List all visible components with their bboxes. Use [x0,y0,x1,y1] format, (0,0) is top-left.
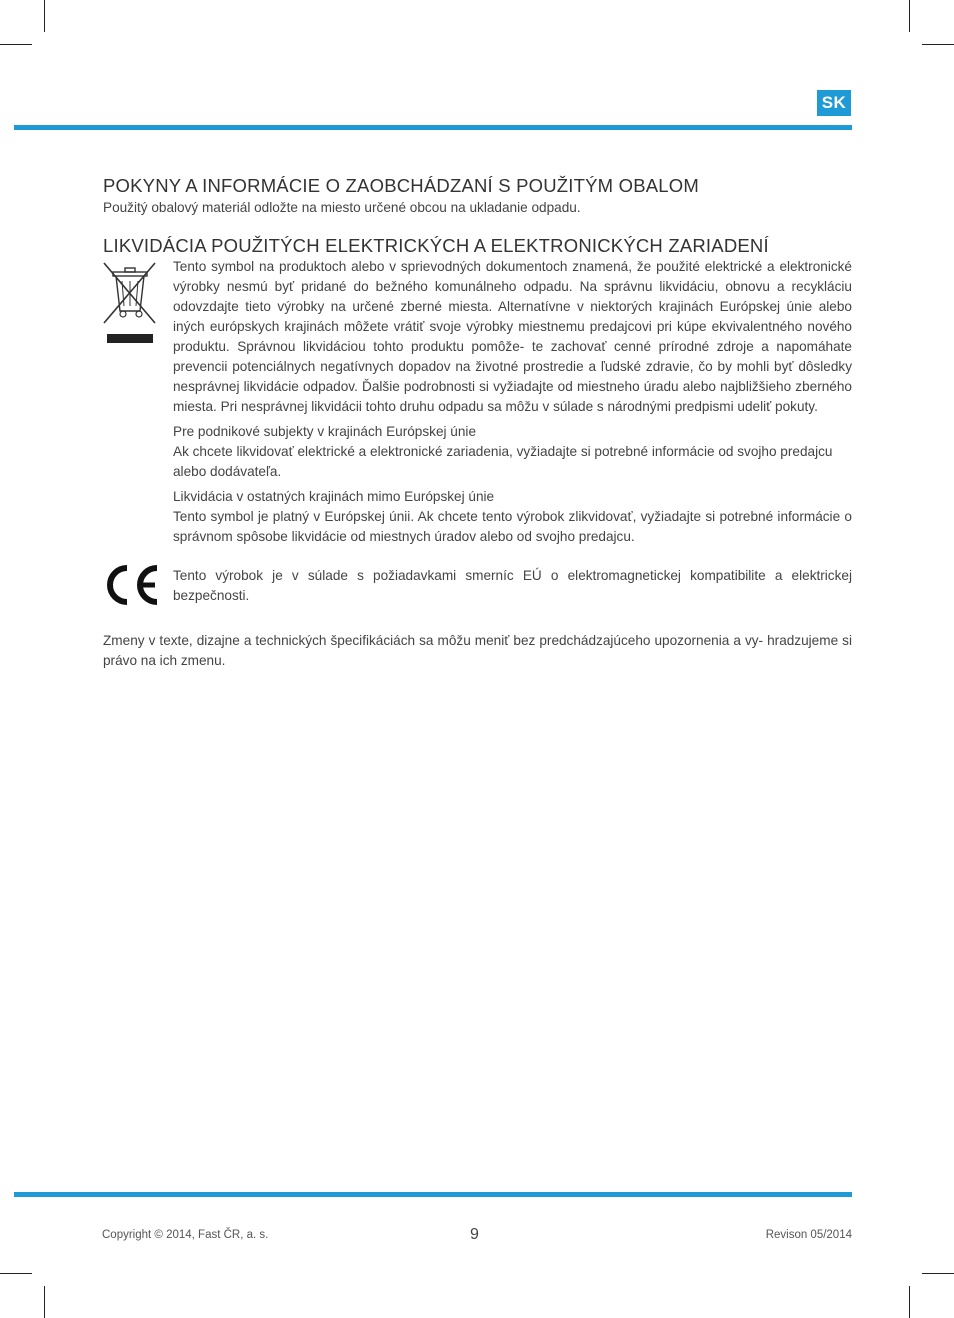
header-rule [14,125,852,130]
language-badge: SK [817,90,851,116]
disclaimer-text: Zmeny v texte, dizajne a technických špecifikáciách sa môžu meniť bez predchádzajúceho upozornenia a vy- hradzujeme si právo na ich zmenu. [103,633,852,668]
weee-text-column [173,257,852,547]
ce-row [103,562,852,613]
packaging-text: Použitý obalový materiál odložte na miesto určené obcou na ukladanie odpadu. [103,200,581,215]
weee-section [103,235,852,547]
footer-rule [14,1192,852,1197]
packaging-title: POKYNY A INFORMÁCIE O ZAOBCHÁDZANÍ S POUŽITÝM OBALOM [103,175,699,196]
copyright-text: Copyright © 2014, Fast ČR, a. s. [102,1229,269,1241]
crop-mark [0,44,32,45]
revision-text: Revison 05/2014 [765,1229,852,1241]
outside-eu-heading: Likvidácia v ostatných krajinách mimo Európskej únie [173,489,495,504]
page-number: 9 [470,1226,479,1243]
crop-mark [922,1273,954,1274]
ce-text: Tento výrobok je v súlade s požiadavkami smerníc EÚ o elektromagnetickej kompatibilite a elektrickej bezpečnosti. [173,568,852,603]
weee-row [103,257,852,547]
outside-eu-text: Tento symbol je platný v Európskej únii. Ak chcete tento výrobok zlikvidovať, vyžiadajte si potrebné informácie o správnom spôsobe likvidácie od miestnych úradov alebo od svojho predajcu. [173,509,852,544]
crop-mark [44,0,45,32]
weee-bin-icon [103,261,173,347]
crop-mark [909,1286,910,1318]
business-heading: Pre podnikové subjekty v krajinách Európskej únie [173,424,477,439]
ce-text-column [173,562,852,606]
business-text: Ak chcete likvidovať elektrické a elektronické zariadenia, vyžiadajte si potrebné informácie od svojho predajcu alebo dodávateľa. [173,444,833,479]
crop-mark [0,1273,32,1274]
crop-mark [909,0,910,32]
weee-paragraph: Tento symbol na produktoch alebo v sprievodných dokumentoch znamená, že použité elektrické a elektronické výrobky nesmú byť pridané do bežného komunálneho odpadu. Na správnu likvidáciu, obnovu a recykláciu odovzdajte tieto výrobky na určené zberné miesta. Alternatívne v niektorých krajinách Európskej únie alebo iných európskych krajinách môžete vrátiť svoje výrobky miestnemu predajcovi pri kúpe ekvivalentného nového produktu. Správnou likvidáciou tohto produktu pomôže- te zachovať cenné prírodné zdroje a napomáhate prevencii potenciálnych negatívnych dopadov na životné prostredie a ľudské zdravie, čo by mohli byť dôsledky nesprávnej likvidácie odpadov. Ďalšie podrobnosti si vyžiadajte od miestneho úradu alebo najbližšieho zberného miesta. Pri nesprávnej likvidácii tohto druhu odpadu sa môžu v súlade s národnými predpismi udeliť pokuty. [173,259,852,414]
main-content [103,175,852,671]
weee-title: LIKVIDÁCIA POUŽITÝCH ELEKTRICKÝCH A ELEKTRONICKÝCH ZARIADENÍ [103,235,769,256]
packaging-section [103,175,852,218]
crop-mark [44,1286,45,1318]
crop-mark [922,44,954,45]
ce-mark-icon [103,562,173,613]
